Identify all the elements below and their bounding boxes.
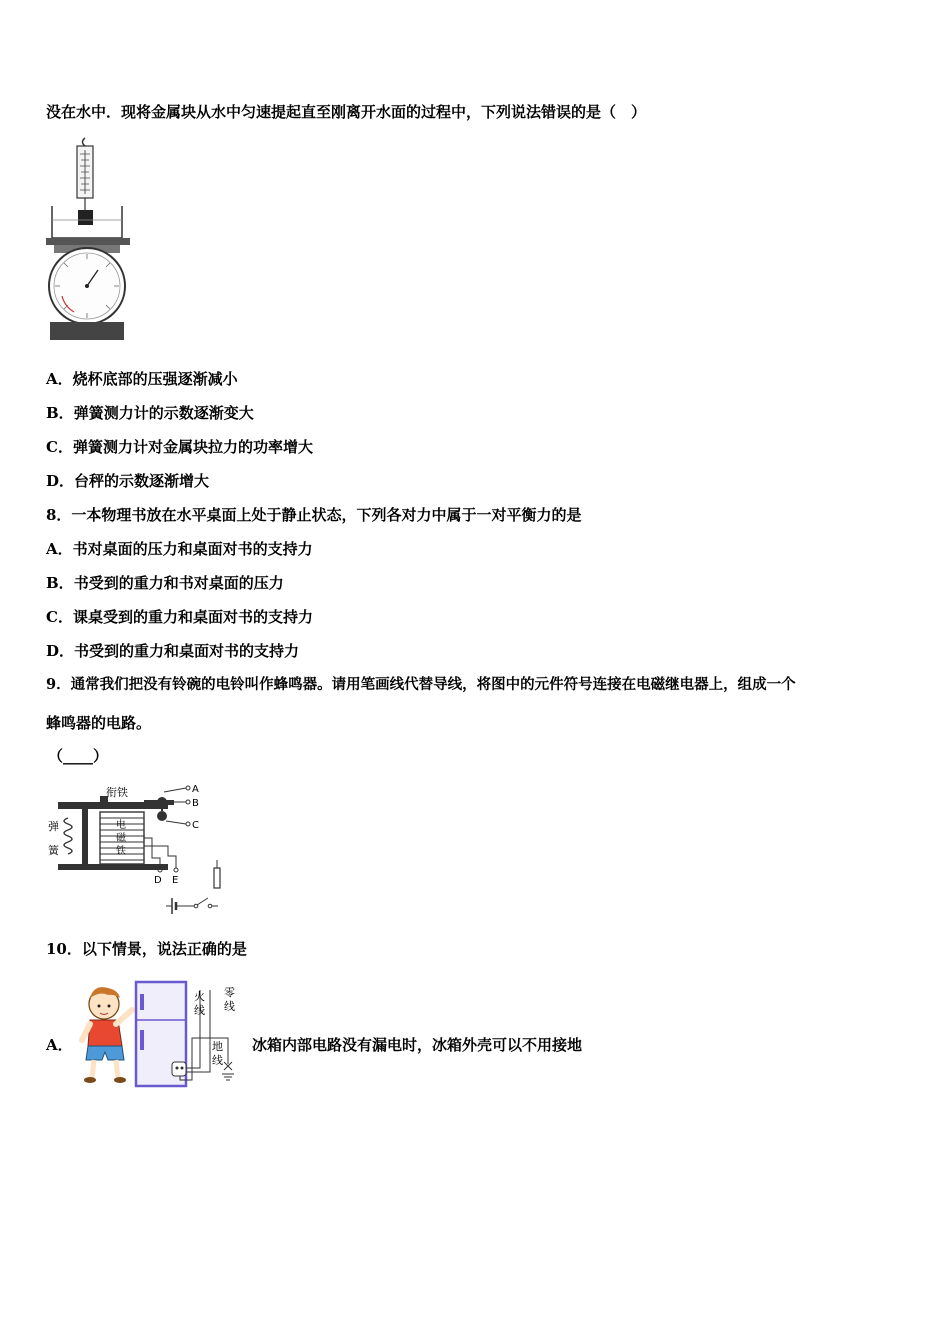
q7-option-a: A．烧杯底部的压强逐渐减小 [46, 370, 238, 388]
label-magnet-2: 磁 [116, 833, 126, 844]
label-ground-1: 地 [212, 1040, 223, 1053]
label-armature: 衔铁 [106, 786, 128, 799]
question-9-stem-line1: 9．通常我们把没有铃碗的电铃叫作蜂鸣器。请用笔画线代替导线，将图中的元件符号连接在电磁继电器上，组成一个 [46, 676, 796, 693]
label-magnet-1: 电 [116, 820, 126, 831]
label-terminal-c: C [192, 820, 199, 831]
q8-option-c: C．课桌受到的重力和桌面对书的支持力 [46, 608, 313, 626]
label-neutral-1: 零 [224, 986, 235, 999]
spring-scale-beaker-drawing [44, 136, 134, 346]
relay-figure [44, 778, 244, 924]
q7-option-c: C．弹簧测力计对金属块拉力的功率增大 [46, 438, 313, 456]
fridge-grounding-figure [76, 980, 248, 1094]
label-terminal-e: E [172, 875, 179, 886]
question-8-stem: 8．一本物理书放在水平桌面上处于静止状态，下列各对力中属于一对平衡力的是 [46, 506, 582, 524]
label-live-2: 线 [194, 1004, 205, 1017]
fridge-grounding-drawing [76, 980, 248, 1090]
label-live-1: 火 [194, 990, 205, 1003]
question-7-stem-tail: 没在水中．现将金属块从水中匀速提起直至刚离开水面的过程中，下列说法错误的是（ ） [46, 103, 647, 121]
label-magnet-3: 铁 [116, 846, 126, 857]
question-10-stem: 10．以下情景，说法正确的是 [46, 940, 247, 958]
q10-option-a-label: A． [46, 1036, 73, 1054]
label-neutral-2: 线 [224, 1000, 235, 1013]
label-spring-2: 簧 [48, 844, 59, 857]
q8-option-b: B．书受到的重力和书对桌面的压力 [46, 574, 284, 592]
label-spring-1: 弹 [48, 820, 59, 833]
relay-drawing [44, 778, 244, 920]
q8-option-a: A．书对桌面的压力和桌面对书的支持力 [46, 540, 313, 558]
label-ground-2: 线 [212, 1054, 223, 1067]
q7-option-b: B．弹簧测力计的示数逐渐变大 [46, 404, 254, 422]
q8-option-d: D．书受到的重力和桌面对书的支持力 [46, 642, 300, 660]
spring-scale-beaker-figure [44, 136, 134, 350]
label-terminal-b: B [192, 798, 199, 809]
question-9-stem-line2: 蜂鸣器的电路。 [46, 714, 152, 732]
q7-option-d: D．台秤的示数逐渐增大 [46, 472, 210, 490]
label-terminal-d: D [154, 875, 162, 886]
q10-option-a-text: 冰箱内部电路没有漏电时，冰箱外壳可以不用接地 [252, 1036, 583, 1054]
label-terminal-a: A [192, 784, 199, 795]
answer-blank: （____） [48, 747, 109, 765]
